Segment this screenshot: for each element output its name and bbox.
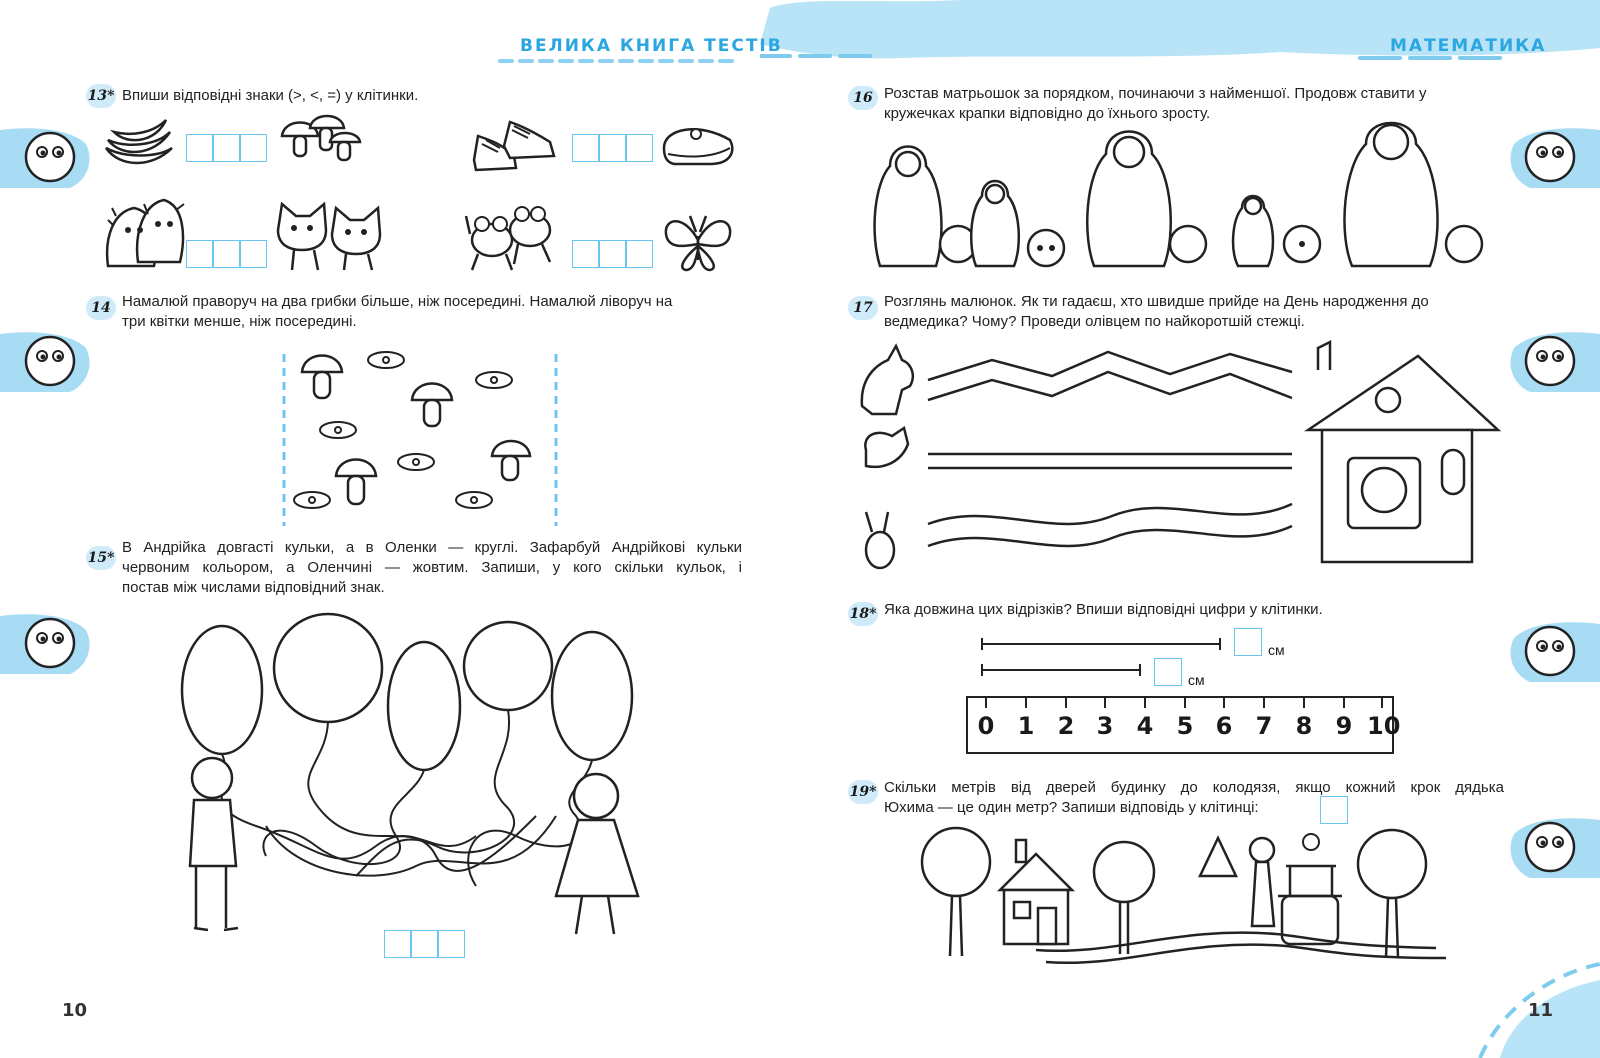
ruler-label: 3 <box>1096 712 1114 740</box>
task-17-line-1: Розглянь малюнок. Як ти гадаєш, хто швидше прийде на День народження до <box>884 293 1429 310</box>
sneakers-icon <box>470 116 560 176</box>
ruler-label: 8 <box>1295 712 1313 740</box>
task-15-line-1: В Андрійка довгасті кульки, а в Оленки — круглі. Зафарбуй Андрійкові кульки <box>122 539 742 556</box>
task-14-number: 14 <box>86 296 116 320</box>
segment-2-answer-cell[interactable] <box>1154 658 1182 686</box>
segment-1-answer-cell[interactable] <box>1234 628 1262 656</box>
ruler-label: 10 <box>1367 712 1401 740</box>
task-16-line-1: Розстав матрьошок за порядком, починаючи з найменшої. Продовж ставити у <box>884 85 1427 102</box>
segment-1-unit: см <box>1268 642 1285 658</box>
face-tab-icon <box>0 126 90 190</box>
task-15-line-3: постав між числами відповідний знак. <box>122 579 385 596</box>
task-13-number: 13* <box>86 84 116 108</box>
answer-cells-13b[interactable] <box>572 134 653 162</box>
hedgehogs-icon <box>104 196 186 272</box>
face-tab-icon <box>1510 126 1600 190</box>
task-13-text: Впиши відповідні знаки (>, <, =) у клітинки. <box>122 87 419 104</box>
task-18-text: Яка довжина цих відрізків? Впиши відповідні цифри у клітинки. <box>884 601 1323 618</box>
task-19-answer-cell[interactable] <box>1320 796 1348 824</box>
page-number-right: 11 <box>1528 1000 1554 1021</box>
task-15-number: 15* <box>86 546 116 570</box>
paths-to-bear-house <box>852 340 1502 580</box>
face-tab-icon <box>0 330 90 394</box>
mushrooms-flowers-area <box>276 350 562 530</box>
page-number-left: 10 <box>62 1000 88 1021</box>
segment-2-unit: см <box>1188 672 1205 688</box>
task-14-line-2: три квітки менше, ніж посередині. <box>122 313 357 330</box>
answer-cells-15[interactable] <box>384 930 465 958</box>
face-tab-icon <box>1510 330 1600 394</box>
task-19-number: 19* <box>848 780 878 804</box>
frogs-icon <box>466 200 560 276</box>
ruler-label: 0 <box>977 712 995 740</box>
task-18-number: 18* <box>848 602 878 626</box>
ruler-label: 5 <box>1176 712 1194 740</box>
bananas-icon <box>100 112 180 176</box>
measured-segments <box>980 636 1220 676</box>
cats-icon <box>274 200 392 272</box>
subject-title: МАТЕМАТИКА <box>1390 36 1547 56</box>
task-15-line-2: червоним кольором, а Оленчині — жовтим. Запиши, у кого скільки кульок, і <box>122 559 742 576</box>
task-19-line-2: Юхима — це один метр? Запиши відповідь у клітинці: <box>884 799 1259 816</box>
face-tab-icon <box>1510 620 1600 684</box>
ruler-label: 7 <box>1255 712 1273 740</box>
slipper-icon <box>660 118 736 168</box>
task-19-line-1: Скільки метрів від дверей будинку до колодязя, якщо кожний крок дядька <box>884 779 1504 796</box>
task-14-line-1: Намалюй праворуч на два грибки більше, ніж посередині. Намалюй ліворуч на <box>122 293 673 310</box>
mushrooms-icon <box>280 112 360 168</box>
header-underline <box>500 56 740 66</box>
ruler-label: 2 <box>1057 712 1075 740</box>
book-title: ВЕЛИКА КНИГА ТЕСТІВ <box>520 36 783 56</box>
answer-cells-13d[interactable] <box>572 240 653 268</box>
face-tab-icon <box>1510 816 1600 880</box>
matryoshka-row <box>856 124 1506 274</box>
ruler <box>966 696 1401 754</box>
task-16-line-2: кружечках крапки відповідно до їхнього зросту. <box>884 105 1211 122</box>
face-tab-icon <box>0 612 90 676</box>
task-17-number: 17 <box>848 296 878 320</box>
ruler-label: 4 <box>1136 712 1154 740</box>
answer-cells-13a[interactable] <box>186 134 267 162</box>
ruler-label: 1 <box>1017 712 1035 740</box>
balloons-illustration <box>176 616 666 956</box>
butterfly-icon <box>662 210 734 274</box>
task-17-line-2: ведмедика? Чому? Проведи олівцем по найкоротшій стежці. <box>884 313 1305 330</box>
ruler-label: 6 <box>1215 712 1233 740</box>
ruler-labels <box>968 712 1401 742</box>
house-well-illustration <box>916 826 1456 976</box>
task-16-number: 16 <box>848 86 878 110</box>
answer-cells-13c[interactable] <box>186 240 267 268</box>
ruler-label: 9 <box>1335 712 1353 740</box>
